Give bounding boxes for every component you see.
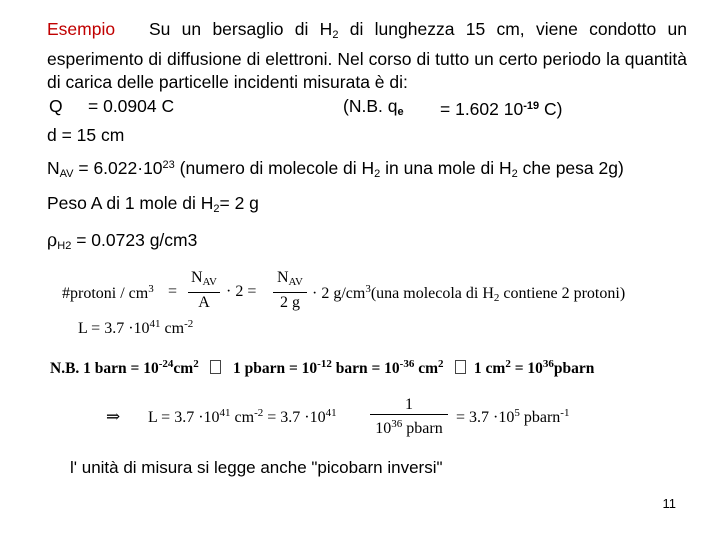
nav-sub1: 2 xyxy=(374,168,381,180)
intro-text: Su un bersaglio di H xyxy=(148,19,333,39)
nav-text3: che pesa 2g) xyxy=(517,158,624,178)
nav-n-sub: AV xyxy=(59,168,74,180)
note-open: (N.B. q xyxy=(343,95,398,116)
eq1-equals: = xyxy=(168,283,178,300)
rho-line xyxy=(47,230,197,252)
page-number: 11 xyxy=(662,496,676,511)
nav-line xyxy=(47,158,624,180)
rho-rest: = 0.0723 g/cm3 xyxy=(71,230,198,250)
missing-glyph-icon xyxy=(455,360,466,374)
nav-eq: = 6.022·10 xyxy=(73,158,163,178)
eq4-right: = $3.7 \cdot 10^5$ pbarn$^{-1}$ xyxy=(456,407,570,426)
implies-arrow-icon: ⇒ xyxy=(106,407,121,426)
intro-paragraph xyxy=(47,18,687,118)
eq1-rest: · 2 $g/cm^3(una$ molecola di $H_2$ contiene 2 protoni) xyxy=(312,283,626,304)
peso-sub: 2 xyxy=(213,203,220,215)
intro-text-rest: di lunghezza 15 cm, viene condotto un esperimento di diffusione di elettroni. Nel corso di tutto un certo periodo la quantità di carica delle particelle incidenti misurata è di: xyxy=(47,19,687,92)
q-note xyxy=(343,95,404,125)
eq4-left: $L = 3.7 \cdot 10^{41}$ $cm^{-2} = 3.7 \cdot 10^{41}$ xyxy=(148,407,337,426)
eq1-lhs: #protoni / $cm^3$ xyxy=(62,283,154,302)
intro-lead: Esempio xyxy=(47,19,116,39)
intro-text-sub: 2 xyxy=(332,29,339,41)
nav-text2: in una mole di H xyxy=(380,158,512,178)
nav-sub2: 2 xyxy=(511,168,518,180)
note-eq-wrap xyxy=(440,95,562,122)
q-value: = 0.0904 C xyxy=(88,95,175,116)
note-eq: = 1.602 10 xyxy=(440,98,524,119)
nav-exp: 23 xyxy=(162,159,175,171)
eq1-fraction-1: $N_{AV}$ A xyxy=(188,269,220,311)
note-exp: -19 xyxy=(523,99,540,112)
note-sub: e xyxy=(397,105,404,118)
footer-note: l' unità di misura si legge anche "picobarn inversi" xyxy=(70,458,443,477)
missing-glyph-icon xyxy=(210,360,221,374)
eq4-fraction: 1 $10^{36}$ pbarn xyxy=(370,396,448,437)
peso-text: Peso A di 1 mole di H xyxy=(47,193,214,213)
rho-symbol: ρ xyxy=(47,231,58,251)
peso-line xyxy=(47,193,259,215)
equation-barn: N.B. 1 barn = $10^{-24}cm^2$ 1 pbarn = $10^{-12}$ barn = $10^{-36}$ $cm^2$ 1 $cm^2$ = $10^{36}pbarn$ xyxy=(50,358,595,377)
peso-rest: = 2 g xyxy=(219,193,259,213)
eq1-mid: · 2 = xyxy=(226,283,257,300)
eq1-fraction-2: $N_{AV}$ 2 g xyxy=(273,269,307,311)
q-line xyxy=(47,95,687,119)
q-label: Q xyxy=(49,95,63,116)
nav-n: N xyxy=(47,158,60,178)
rho-sub: H2 xyxy=(57,240,72,252)
d-line: d = 15 cm xyxy=(47,125,125,145)
note-close: C) xyxy=(539,98,563,119)
equation-luminosity: $L = 3.7 \cdot 10^{41}$ $cm^{-2}$ xyxy=(78,318,194,337)
nav-text1: (numero di molecole di H xyxy=(174,158,375,178)
